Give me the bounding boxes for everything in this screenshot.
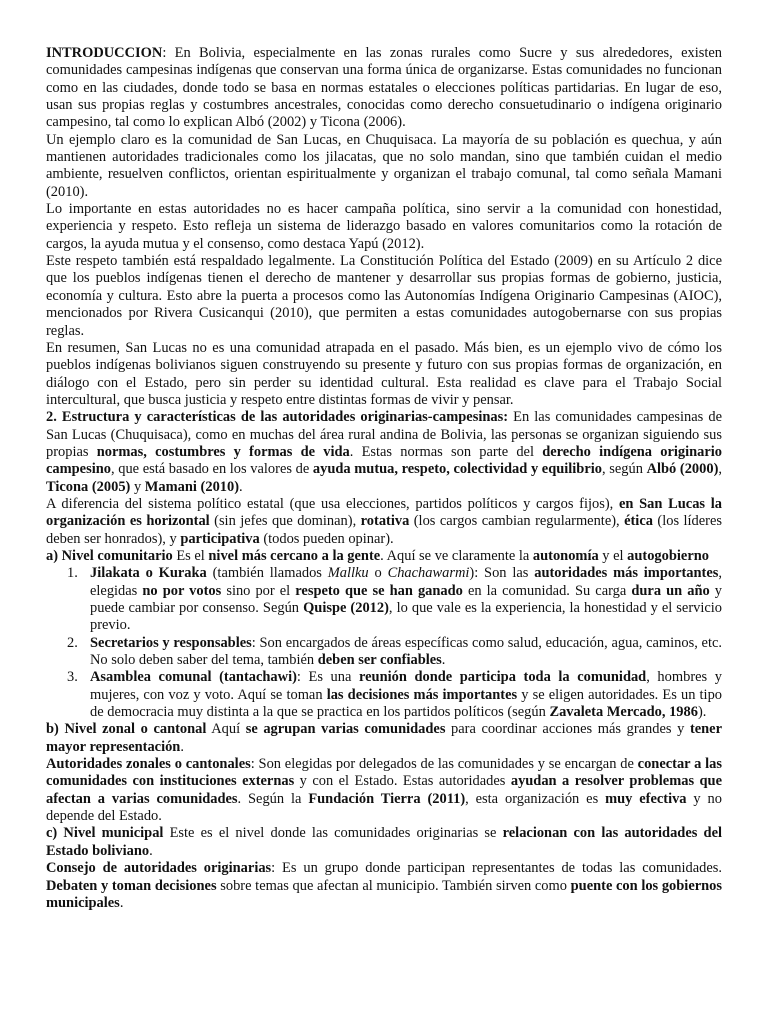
text-run: : Son elegidas por delegados de las comunidades y se encargan de [250,756,638,773]
bold-text: derecho indígena originario campesino [46,443,723,478]
text-run: En las comunidades campesinas de San Lucas (Chuquisaca), como en muchas del área rural andina de Bolivia, las personas se organizan siguiendo sus propias [46,409,722,460]
bold-text: muy efectiva [605,790,687,807]
bold-text: ayudan a resolver problemas que afectan a varias comunidades [46,773,722,807]
bold-text: Debaten y toman decisiones [46,877,217,894]
text-run: (los cargos cambian regularmente), [409,513,625,530]
list-item-number: 1. [67,565,78,582]
san-lucas-paragraph [46,132,722,201]
text-run: , que está basado en los valores de [110,461,313,478]
list-item [67,669,723,721]
text-run: Este es el nivel donde las comunidades originarias se [163,825,503,842]
bold-text: Fundación Tierra (2011) [308,790,466,807]
text-run: Aquí [206,721,246,738]
bold-text: Albó (2000) [646,461,719,478]
bold-text: Zavaleta Mercado, 1986 [549,704,698,721]
text-run: en la comunidad. Su carga [462,582,632,599]
intro-paragraph [46,45,722,132]
bold-text: Secretarios y responsables [90,634,252,651]
text-run: A diferencia del sistema político estatal (que usa elecciones, partidos políticos y cargos fijos), [46,495,619,512]
comparison-paragraph [46,496,722,548]
text-run: : Es una [296,669,359,686]
bold-text: INTRODUCCION [46,45,163,61]
text-run: . [441,652,446,669]
text-run: para coordinar acciones más grandes y [445,721,690,738]
text-run: y no depende del Estado. [46,790,722,825]
text-run: o [368,565,388,582]
text-run: sino por el [221,582,296,599]
bold-text: se agrupan varias comunidades [245,721,446,738]
text-run: y puede cambiar por consenso. Según [90,582,723,616]
bold-text: conectar a las comunidades con instituciones externas [46,756,722,790]
bold-text: Quispe (2012) [303,600,389,616]
text-run: . Estas normas son parte del [349,443,543,460]
bold-text: respeto que se han ganado [295,582,463,599]
text-run: , [718,461,722,478]
service-paragraph [46,201,722,253]
bold-text: a) Nivel comunitario [46,547,173,564]
legal-paragraph [46,253,722,340]
text-run: . [239,478,243,495]
text-run: y [130,478,145,495]
bold-text: autogobierno [627,547,709,564]
bold-text: Asamblea comunal (tantachawi) [90,669,297,686]
bold-text: relacionan con las autoridades del Estado boliviano [46,825,722,859]
text-run: ). [697,704,707,721]
bold-text: ética [624,513,653,530]
list-item [67,634,722,670]
bold-text: no por votos [142,582,222,599]
council-paragraph [46,860,722,912]
bold-text: c) Nivel municipal [46,825,164,842]
italic-text: Mallku [327,565,369,582]
text-run: . Aquí se ve claramente la [380,547,533,564]
bold-text: Autoridades zonales o cantonales [46,756,251,773]
text-run: (sin jefes que dominan), [209,513,361,530]
bold-text: Ticona (2005) [46,478,131,495]
bold-text: Mamani (2010) [144,478,240,495]
authorities-list [46,565,722,721]
text-run: Lo importante en estas autoridades no es hacer campaña política, sino servir a la comunidad con honestidad, experiencia y respeto. Esto refleja un sistema de liderazgo basado en valores comunitarios como la rotación de cargos, la ayuda mutua y el consenso, como destaca Yapú (2012). [46,201,722,252]
text-run: . [119,894,124,911]
list-item-number: 2. [67,634,78,651]
bold-text: deben ser confiables [317,652,442,669]
text-run: y con el Estado. Estas autoridades [294,773,511,790]
text-run: . [180,738,184,755]
text-run: y se eligen autoridades. Es un tipo de democracia muy distinta a la que se practica en los partidos políticos (según [90,686,723,721]
section-2-paragraph [46,409,722,496]
text-run: , hombres y mujeres, con voz y voto. Aquí se toman [90,669,722,703]
text-run: (todos pueden opinar). [259,530,394,547]
bold-text: rotativa [360,513,410,530]
text-run: Este respeto también está respaldado legalmente. La Constitución Política del Estado (2009) en su Artículo 2 dice que los pueblos indígenas tienen el derecho de mantener y desarrollar sus propias formas de gobierno, justicia, economía y cultura. Esto abre la puerta a procesos como las Autonomías Indígena Originario Campesinas (AIOC), mencionados por Rivera Cusicanqui (2010), que permiten a estas comunidades autogobernarse con sus propias reglas. [46,253,722,339]
list-item-number: 3. [67,669,78,686]
text-run: Es el [172,547,209,564]
summary-paragraph [46,340,722,409]
bold-text: puente con los gobiernos municipales [46,877,722,911]
text-run: sobre temas que afectan al municipio. También sirven como [216,877,571,894]
text-run: : En Bolivia, especialmente en las zonas rurales como Sucre y sus alrededores, existen comunidades campesinas indígenas que conservan una forma única de organizarse. Estas comunidades no funcionan como en las ciudades, donde todo se basa en normas estatales o elecciones políticas partidarias. En lugar de eso, usan sus propias reglas y costumbres ancestrales, conocidas como derecho consuetudinario o indígena originario campesino, tal como lo explican Albó (2002) y Ticona (2006). [46,45,722,131]
text-run: y el [598,547,628,564]
text-run: . [149,842,153,859]
bold-text: Consejo de autoridades originarias [46,860,272,877]
text-run: , esta organización es [465,790,606,807]
bold-text: nivel más cercano a la gente [208,547,381,564]
text-run: (también llamados [206,565,328,582]
bold-text: b) Nivel zonal o cantonal [46,721,207,738]
text-run: , lo que vale es la experiencia, la honestidad y el servicio previo. [90,600,722,634]
level-a-heading [46,548,722,565]
level-b-heading [46,721,722,756]
text-run: En resumen, San Lucas no es una comunidad atrapada en el pasado. Más bien, es un ejemplo vivo de cómo los pueblos indígenas bolivianos siguen construyendo su presente y futuro con sus propias formas de organización, en diálogo con el Estado, pero sin perder su identidad cultural. Esta realidad es clave para el Trabajo Social intercultural, que busca justicia y respeto entre distintas formas de vivir y pensar. [46,339,722,408]
text-run: ): Son las [469,565,535,582]
bold-text: participativa [180,530,260,547]
bold-text: dura un año [631,582,710,599]
text-run: , según [601,461,647,478]
document-body-top [46,45,722,565]
document-body-bottom [46,721,722,912]
bold-text: en San Lucas la organización es horizontal [46,495,722,530]
text-run: : Son encargados de áreas específicas como salud, educación, agua, caminos, etc. No solo deben saber del tema, también [90,634,722,669]
bold-text: autonomía [532,547,599,564]
bold-text: normas, costumbres y formas de vida [96,443,350,460]
text-run: , elegidas [90,565,722,599]
bold-text: autoridades más importantes [534,565,719,582]
bold-text: tener mayor representación [46,721,722,755]
level-c-heading [46,825,722,860]
text-run: (los líderes deben ser honrados), y [46,513,722,547]
bold-text: las decisiones más importantes [326,686,518,703]
list-item [67,565,723,634]
italic-text: Chachawarmi [387,565,470,582]
bold-text: 2. Estructura y características de las autoridades originarias-campesinas: [46,409,509,426]
bold-text: ayuda mutua, respeto, colectividad y equilibrio [312,461,602,478]
bold-text: reunión donde participa toda la comunidad [358,669,647,686]
text-run: . Según la [237,790,309,807]
bold-text: Jilakata o Kuraka [90,565,207,582]
text-run: : Es un grupo donde participan representantes de todas las comunidades. [271,860,722,877]
zonal-authorities-paragraph [46,756,722,825]
text-run: Un ejemplo claro es la comunidad de San Lucas, en Chuquisaca. La mayoría de su población es quechua, y aún mantienen autoridades tradicionales como los jilacatas, que no solo mandan, sino que también cuidan el medio ambiente, resuelven conflictos, orientan espiritualmente y organizan el trabajo comunal, tal como señala Mamani (2010). [46,131,722,200]
